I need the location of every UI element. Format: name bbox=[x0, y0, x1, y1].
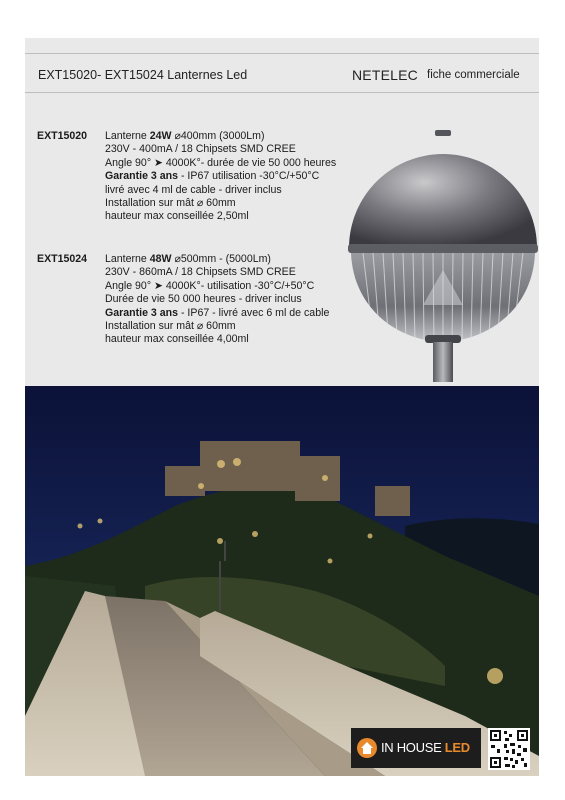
spec-line: livré avec 4 ml de cable - driver inclus bbox=[105, 183, 282, 196]
spec-line: 230V - 860mA / 18 Chipsets SMD CREE bbox=[105, 266, 296, 279]
spec-line: Installation sur mât ⌀ 60mm bbox=[105, 196, 236, 209]
product-code: EXT15020 bbox=[37, 130, 88, 142]
in-house-led-logo bbox=[351, 728, 481, 768]
spec-line: Garantie 3 ans - IP67 - livré avec 6 ml de cable bbox=[105, 306, 330, 319]
spec-line: Durée de vie 50 000 heures - driver inclus bbox=[105, 293, 302, 306]
header bbox=[25, 54, 539, 92]
product-code: EXT15024 bbox=[37, 253, 88, 265]
product-sheet bbox=[25, 38, 539, 776]
spec-line: Angle 90° ➤ 4000K°- durée de vie 50 000 heures bbox=[105, 156, 337, 169]
spec-line: hauteur max conseillée 4,00ml bbox=[105, 333, 249, 346]
brand-name: NETELEC bbox=[352, 67, 418, 83]
document-title: EXT15020- EXT15024 Lanternes Led bbox=[38, 68, 248, 82]
header-divider bbox=[25, 92, 539, 93]
spec-line: hauteur max conseillée 2,50ml bbox=[105, 210, 249, 223]
lantern-product-image bbox=[343, 130, 539, 382]
spec-line: Lanterne 24W ⌀400mm (3000Lm) bbox=[105, 130, 265, 142]
spec-line: 230V - 400mA / 18 Chipsets SMD CREE bbox=[105, 143, 296, 156]
document-subtitle: fiche commerciale bbox=[427, 69, 520, 81]
logo-text: IN HOUSE LED bbox=[381, 740, 470, 755]
house-icon bbox=[357, 738, 377, 758]
spec-line: Garantie 3 ans - IP67 utilisation -30°C/+50°C bbox=[105, 170, 320, 183]
spec-line: Angle 90° ➤ 4000K°- utilisation -30°C/+50°C bbox=[105, 279, 315, 292]
hillside-night-photo bbox=[25, 386, 539, 776]
spec-line: Installation sur mât ⌀ 60mm bbox=[105, 319, 236, 332]
qr-code-icon bbox=[488, 728, 530, 770]
spec-line: Lanterne 48W ⌀500mm - (5000Lm) bbox=[105, 253, 271, 265]
